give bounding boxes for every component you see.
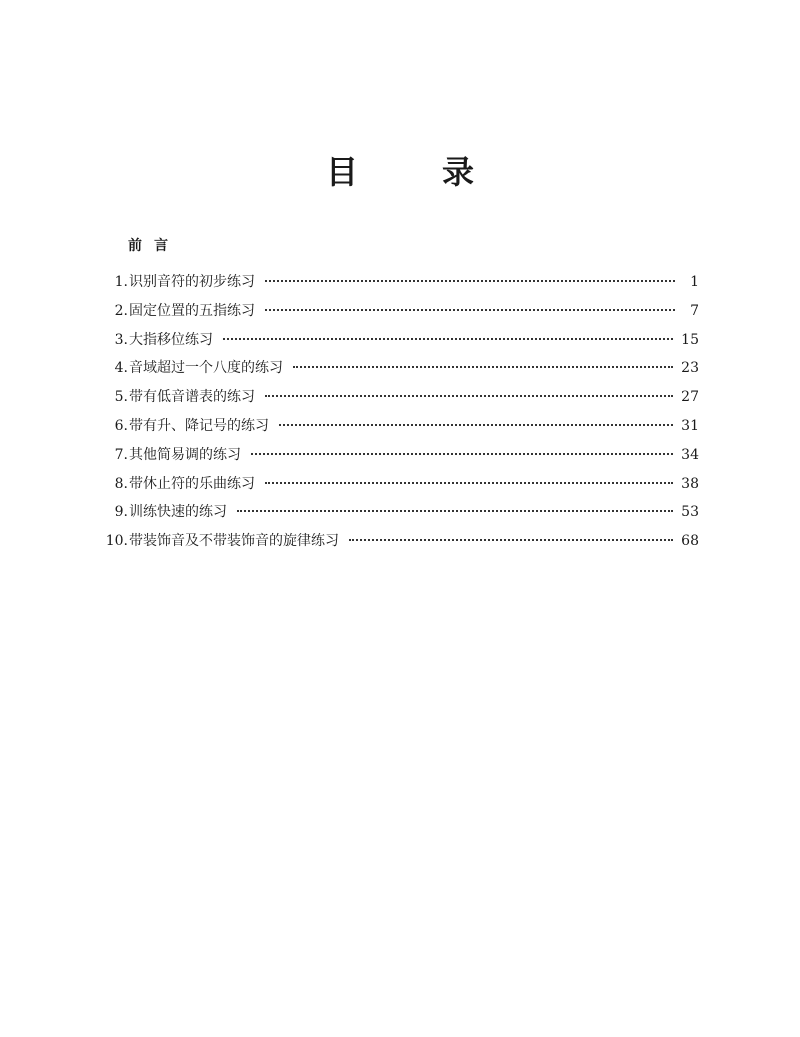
dot-leader xyxy=(237,510,673,512)
toc-entry[interactable] xyxy=(100,272,699,301)
toc-entry-page: 34 xyxy=(681,446,699,463)
toc-entry-page: 1 xyxy=(690,274,699,290)
toc-entry-page: 68 xyxy=(681,533,699,550)
toc-entry[interactable] xyxy=(100,387,699,416)
toc-entry-page: 31 xyxy=(681,417,699,434)
preface-heading[interactable]: 前言 xyxy=(128,238,180,254)
dot-leader xyxy=(349,539,673,541)
toc-entry-number: 5. xyxy=(114,389,128,406)
toc-entry-page: 27 xyxy=(681,389,699,406)
page-title: 目 录 xyxy=(325,153,500,191)
toc-entry[interactable] xyxy=(100,445,699,474)
toc-entry-page: 38 xyxy=(681,475,699,492)
toc-entry-title: 固定位置的五指练习 xyxy=(129,302,255,319)
dot-leader xyxy=(265,280,675,282)
toc-entry-title: 训练快速的练习 xyxy=(129,504,227,521)
toc-entry-number: 6. xyxy=(114,417,128,434)
toc-entry[interactable] xyxy=(100,502,699,531)
dot-leader xyxy=(265,482,673,484)
toc-entry-number: 1. xyxy=(114,274,128,290)
toc-entry-number: 4. xyxy=(114,360,128,377)
toc-entry[interactable] xyxy=(100,474,699,503)
toc-entry-page: 7 xyxy=(690,302,699,319)
toc-entry-title: 带休止符的乐曲练习 xyxy=(129,475,255,492)
toc-entry-page: 15 xyxy=(681,331,699,348)
toc-entry-title: 音域超过一个八度的练习 xyxy=(129,360,283,377)
toc-entry-number: 9. xyxy=(114,504,128,521)
toc-entry-title: 大指移位练习 xyxy=(129,331,213,348)
toc-entry-number: 3. xyxy=(114,331,128,348)
toc-entry-title: 带有低音谱表的练习 xyxy=(129,389,255,406)
toc-entry-number: 7. xyxy=(114,446,128,463)
toc-entry-page: 53 xyxy=(681,504,699,521)
toc-entry-number: 8. xyxy=(114,475,128,492)
toc-entry-page: 23 xyxy=(681,360,699,377)
dot-leader xyxy=(265,309,675,311)
dot-leader xyxy=(265,395,673,397)
toc-entry-number: 2. xyxy=(114,302,128,319)
toc-entry[interactable] xyxy=(100,330,699,359)
dot-leader xyxy=(223,338,673,340)
toc-entry-title: 带装饰音及不带装饰音的旋律练习 xyxy=(129,533,339,550)
toc-entry-title: 其他简易调的练习 xyxy=(129,446,241,463)
toc-entry[interactable] xyxy=(100,358,699,387)
toc-entry[interactable] xyxy=(100,301,699,330)
dot-leader xyxy=(279,424,673,426)
toc-entry[interactable] xyxy=(100,531,699,560)
toc-entry-title: 带有升、降记号的练习 xyxy=(129,417,269,434)
table-of-contents xyxy=(100,272,699,560)
toc-entry[interactable] xyxy=(100,416,699,445)
dot-leader xyxy=(293,366,673,368)
toc-entry-number: 10. xyxy=(105,533,128,550)
dot-leader xyxy=(251,453,673,455)
toc-entry-title: 识别音符的初步练习 xyxy=(129,274,255,290)
